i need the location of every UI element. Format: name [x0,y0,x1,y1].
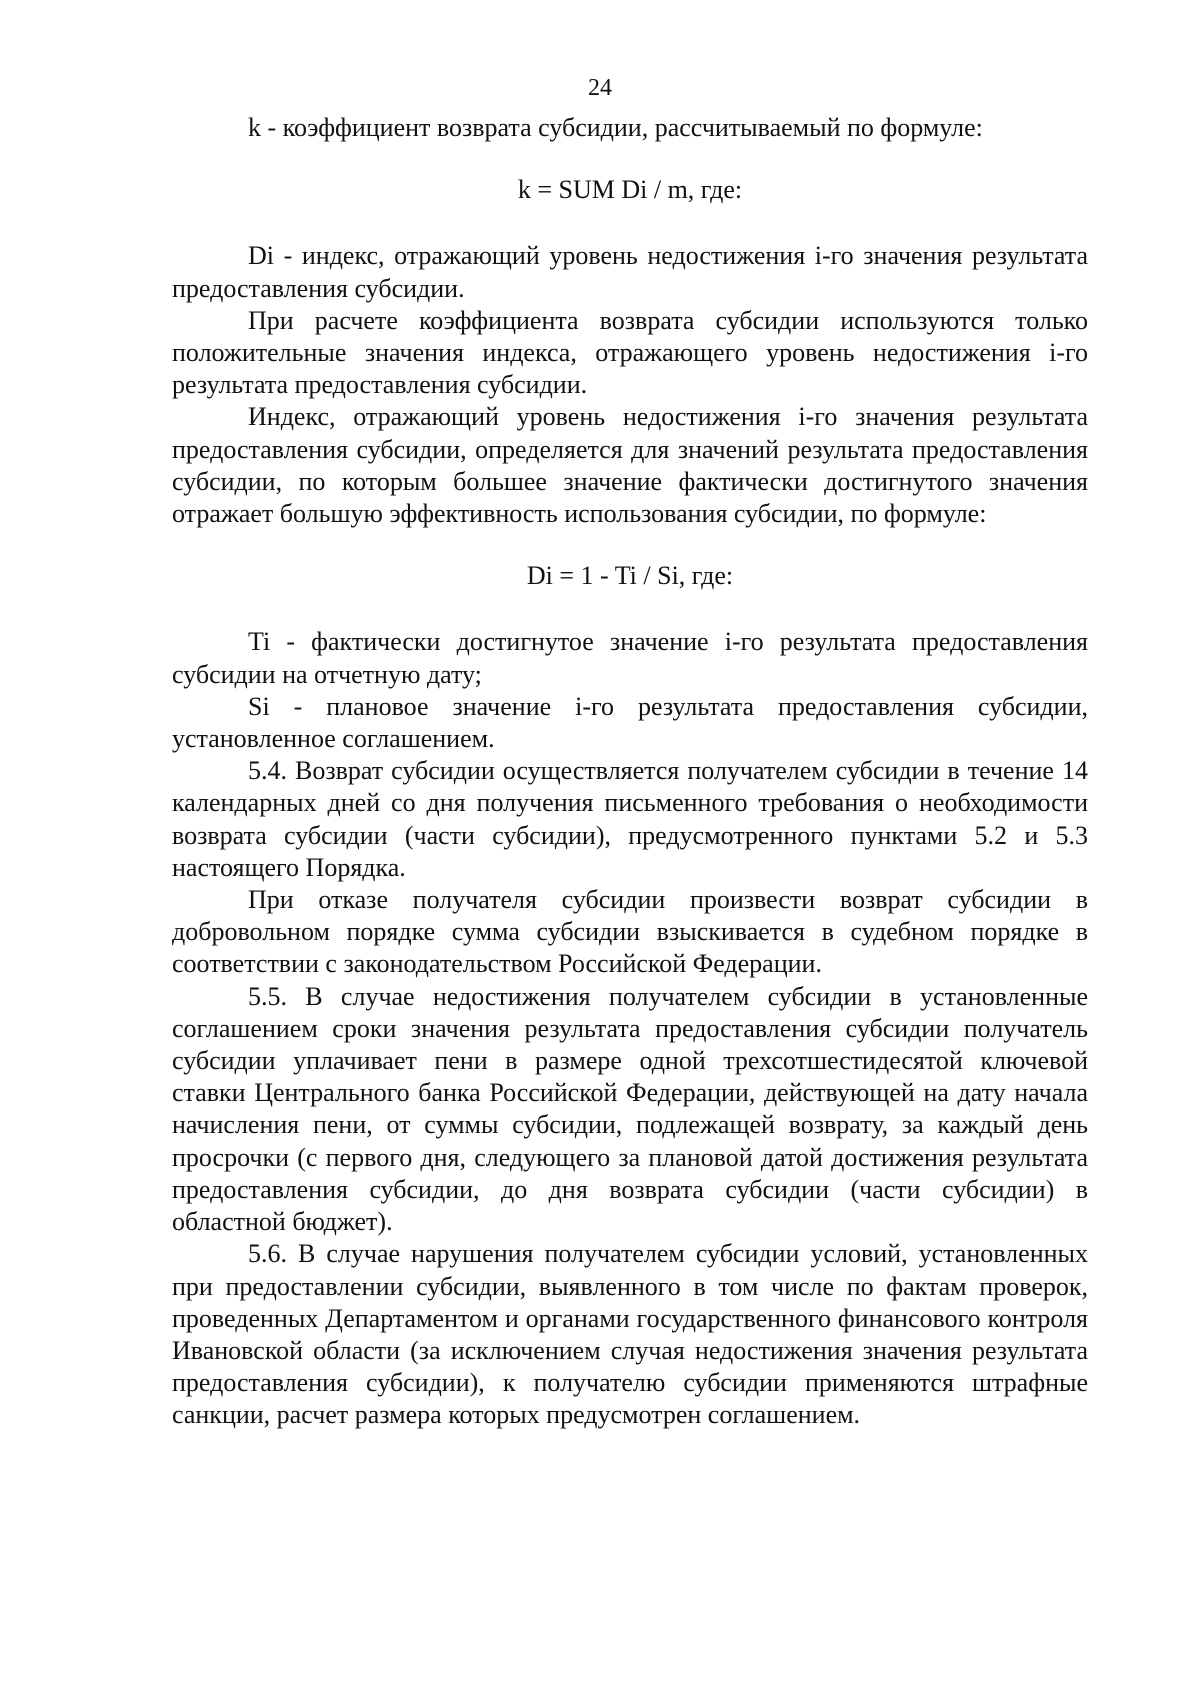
formula-di: Di = 1 - Ti / Si, где: [526,561,734,591]
paragraph-ti-definition: Ti - фактически достигнутое значение i-го результата предоставления субсидии на отчетную дату; [172,627,1088,689]
paragraph-k-definition: k - коэффициент возврата субсидии, рассчитываемый по формуле: [248,113,983,142]
paragraph-positive-values: При расчете коэффициента возврата субсидии используются только положительные значения индекса, отражающего уровень недостижения i-го результата предоставления субсидии. [172,305,1088,400]
document-body [172,112,1088,1432]
formula-k: k = SUM Di / m, где: [517,175,743,205]
paragraph-refusal: При отказе получателя субсидии произвести возврат субсидии в добровольном порядке сумма субсидии взыскивается в судебном порядке в соответствии с законодательством Российской Федерации. [172,885,1088,979]
page-number: 24 [588,75,612,101]
spacer [172,530,1088,560]
paragraph-5-6: 5.6. В случае нарушения получателем субсидии условий, установленных при предоставлении субсидии, выявленного в том числе по фактам проверок, проведенных Департаментом и органами государственного финансового контроля Ивановской области (за исключением случая недостижения значения результата предоставления субсидии), к получателю субсидии применяются штрафные санкции, расчет размера которых предусмотрен соглашением. [172,1239,1088,1430]
spacer [172,592,1088,626]
spacer [172,206,1088,240]
paragraph-5-4: 5.4. Возврат субсидии осуществляется получателем субсидии в течение 14 календарных дней со дня получения письменного требования о необходимости возврата субсидии (части субсидии), предусмотренного пунктами 5.2 и 5.3 настоящего Порядка. [172,756,1088,882]
spacer [172,144,1088,174]
paragraph-di-definition: Di - индекс, отражающий уровень недостижения i-го значения результата предоставления субсидии. [172,241,1088,303]
paragraph-si-definition: Si - плановое значение i-го результата предоставления субсидии, установленное соглашением. [172,691,1088,754]
paragraph-index-formula-intro: Индекс, отражающий уровень недостижения i-го значения результата предоставления субсидии, определяется для значений результата предоставления субсидии, по которым большее значение фактически достигнутого значения отражает большую эффективность использования субсидии, по формуле: [172,402,1088,529]
paragraph-5-5: 5.5. В случае недостижения получателем субсидии в установленные соглашением сроки значения результата предоставления субсидии получатель субсидии уплачивает пени в размере одной трехсотшестидесятой ключевой ставки Центрального банка Российской Федерации, действующей на дату начала начисления пени, от суммы субсидии, подлежащей возврату, за каждый день просрочки (с первого дня, следующего за плановой датой достижения результата предоставления субсидии, до дня возврата субсидии (части субсидии) в областной бюджет). [172,981,1088,1237]
